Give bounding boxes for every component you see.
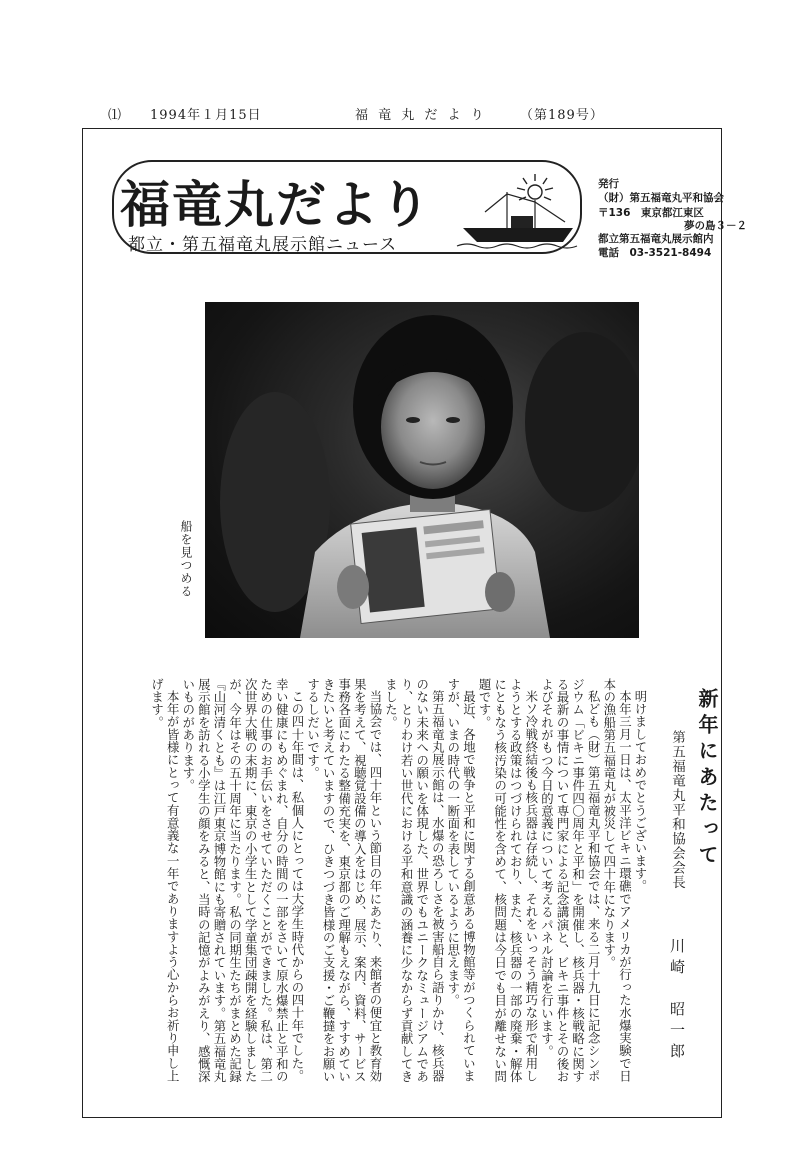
photo-caption: 船を見つめる — [179, 520, 193, 598]
article-paragraph: 本年三月一日は、太平洋ビキニ環礁でアメリカが行った水爆実験で日本の漁船第五福竜丸が被災して四十年になります。 — [601, 678, 633, 1083]
issue-date: 1994年１月15日 — [150, 108, 262, 123]
page-number: ⑴ — [108, 108, 123, 123]
publisher-label: 発行 — [598, 178, 619, 190]
publisher-address2: 都立第五福竜丸展示館内 — [598, 233, 714, 245]
article-paragraph: 私ども（財）第五福竜丸平和協会では、来る二月十九日に記念シンポジウム「ビキニ事件四〇周年と平和」を開催し、核兵器・核戦略に関する最新の事情について専門家による記念講演と、ビキニ事件とその後およびそれがもつ今日的意義について考えるパネル討論を行います。 — [539, 678, 602, 1083]
article-paragraph: 明けましておめでとうございます。 — [633, 690, 648, 893]
publisher-org: （財）第五福竜丸平和協会 — [598, 192, 724, 204]
article-paragraph: 米ソ冷戦終結後も核兵器は存続し、それをいっそう精巧な形で利用しようとする政策はつづけられており、また、核兵器の一部の廃棄・解体にともなう核汚染の可能性を含めて、核問題は今日でも目が離せない問題です。 — [477, 678, 539, 1083]
running-title: 福 竜 丸 だ よ り — [355, 108, 487, 123]
issue-number: （第189号） — [520, 108, 604, 123]
publisher-postal: 〒136 東京都江東区 — [598, 207, 704, 219]
article-body — [100, 678, 648, 1093]
article-paragraph: この四十年間は、私個人にとっては大学生時代からの四十年でした。幸い健康にもめぐまれ、自分の時間の一部をさいて原水爆禁止と平和のための仕事のお手伝いをさせていただくことができました。私は、第二次世界大戦の末期に、東京の小学生として学童集団疎開を経験しましたが、今年はその五十周年に当たります。私の同期生たちがまとめた記録『山河清くとも』は江戸東京博物館にも寄贈されています。第五福竜丸展示館を訪れる小学生の顔をみると、当時の記憶がよみがえり、感慨深いものがあります。 — [180, 678, 305, 1083]
article-paragraph: 第五福竜丸展示館は、水爆の恐ろしさを被害船自ら語りかけ、核兵器のない未来への願いを体現した、世界でもユニークなミュージアムであり、とりわけ若い世代における平和意識の涵養に少なからず貢献してきました。 — [383, 678, 446, 1083]
article-paragraph: 本年が皆様にとって有意義な一年でありますよう心からお祈り申し上げます。 — [149, 678, 181, 1083]
masthead-subtitle: 都立・第五福竜丸展示館ニュース — [128, 235, 398, 255]
article-author-name: 川崎 昭一郎 — [668, 938, 686, 1064]
article-author-org: 第五福竜丸平和協会会長 — [669, 730, 685, 890]
publisher-address: 夢の島３－２ — [684, 220, 747, 232]
article-paragraph: 当協会では、四十年という節目の年にあたり、来館者の便宜と教育効果を考えて、視聴覚設備の導入をはじめ、展示、案内、資料、サービス事務各面にわたる整備充実を、東京都のご理解もえながら、すすめていきたいと考えていますので、ひきつづき皆様のご支援・ご鞭撻をお願いするしだいです。 — [305, 678, 383, 1083]
publisher-tel: 電話 03-3521-8494 — [598, 247, 712, 259]
photo-girl-with-book — [205, 302, 639, 638]
article-paragraph: 最近、各地で戦争と平和に関する創意ある博物館等がつくられていますが、いまの時代の一断面を表しているように思えます。 — [445, 678, 477, 1083]
article-title: 新年にあたって — [695, 688, 719, 870]
masthead-title: 福竜丸だより — [120, 176, 432, 234]
ship-illustration-icon — [455, 172, 580, 252]
